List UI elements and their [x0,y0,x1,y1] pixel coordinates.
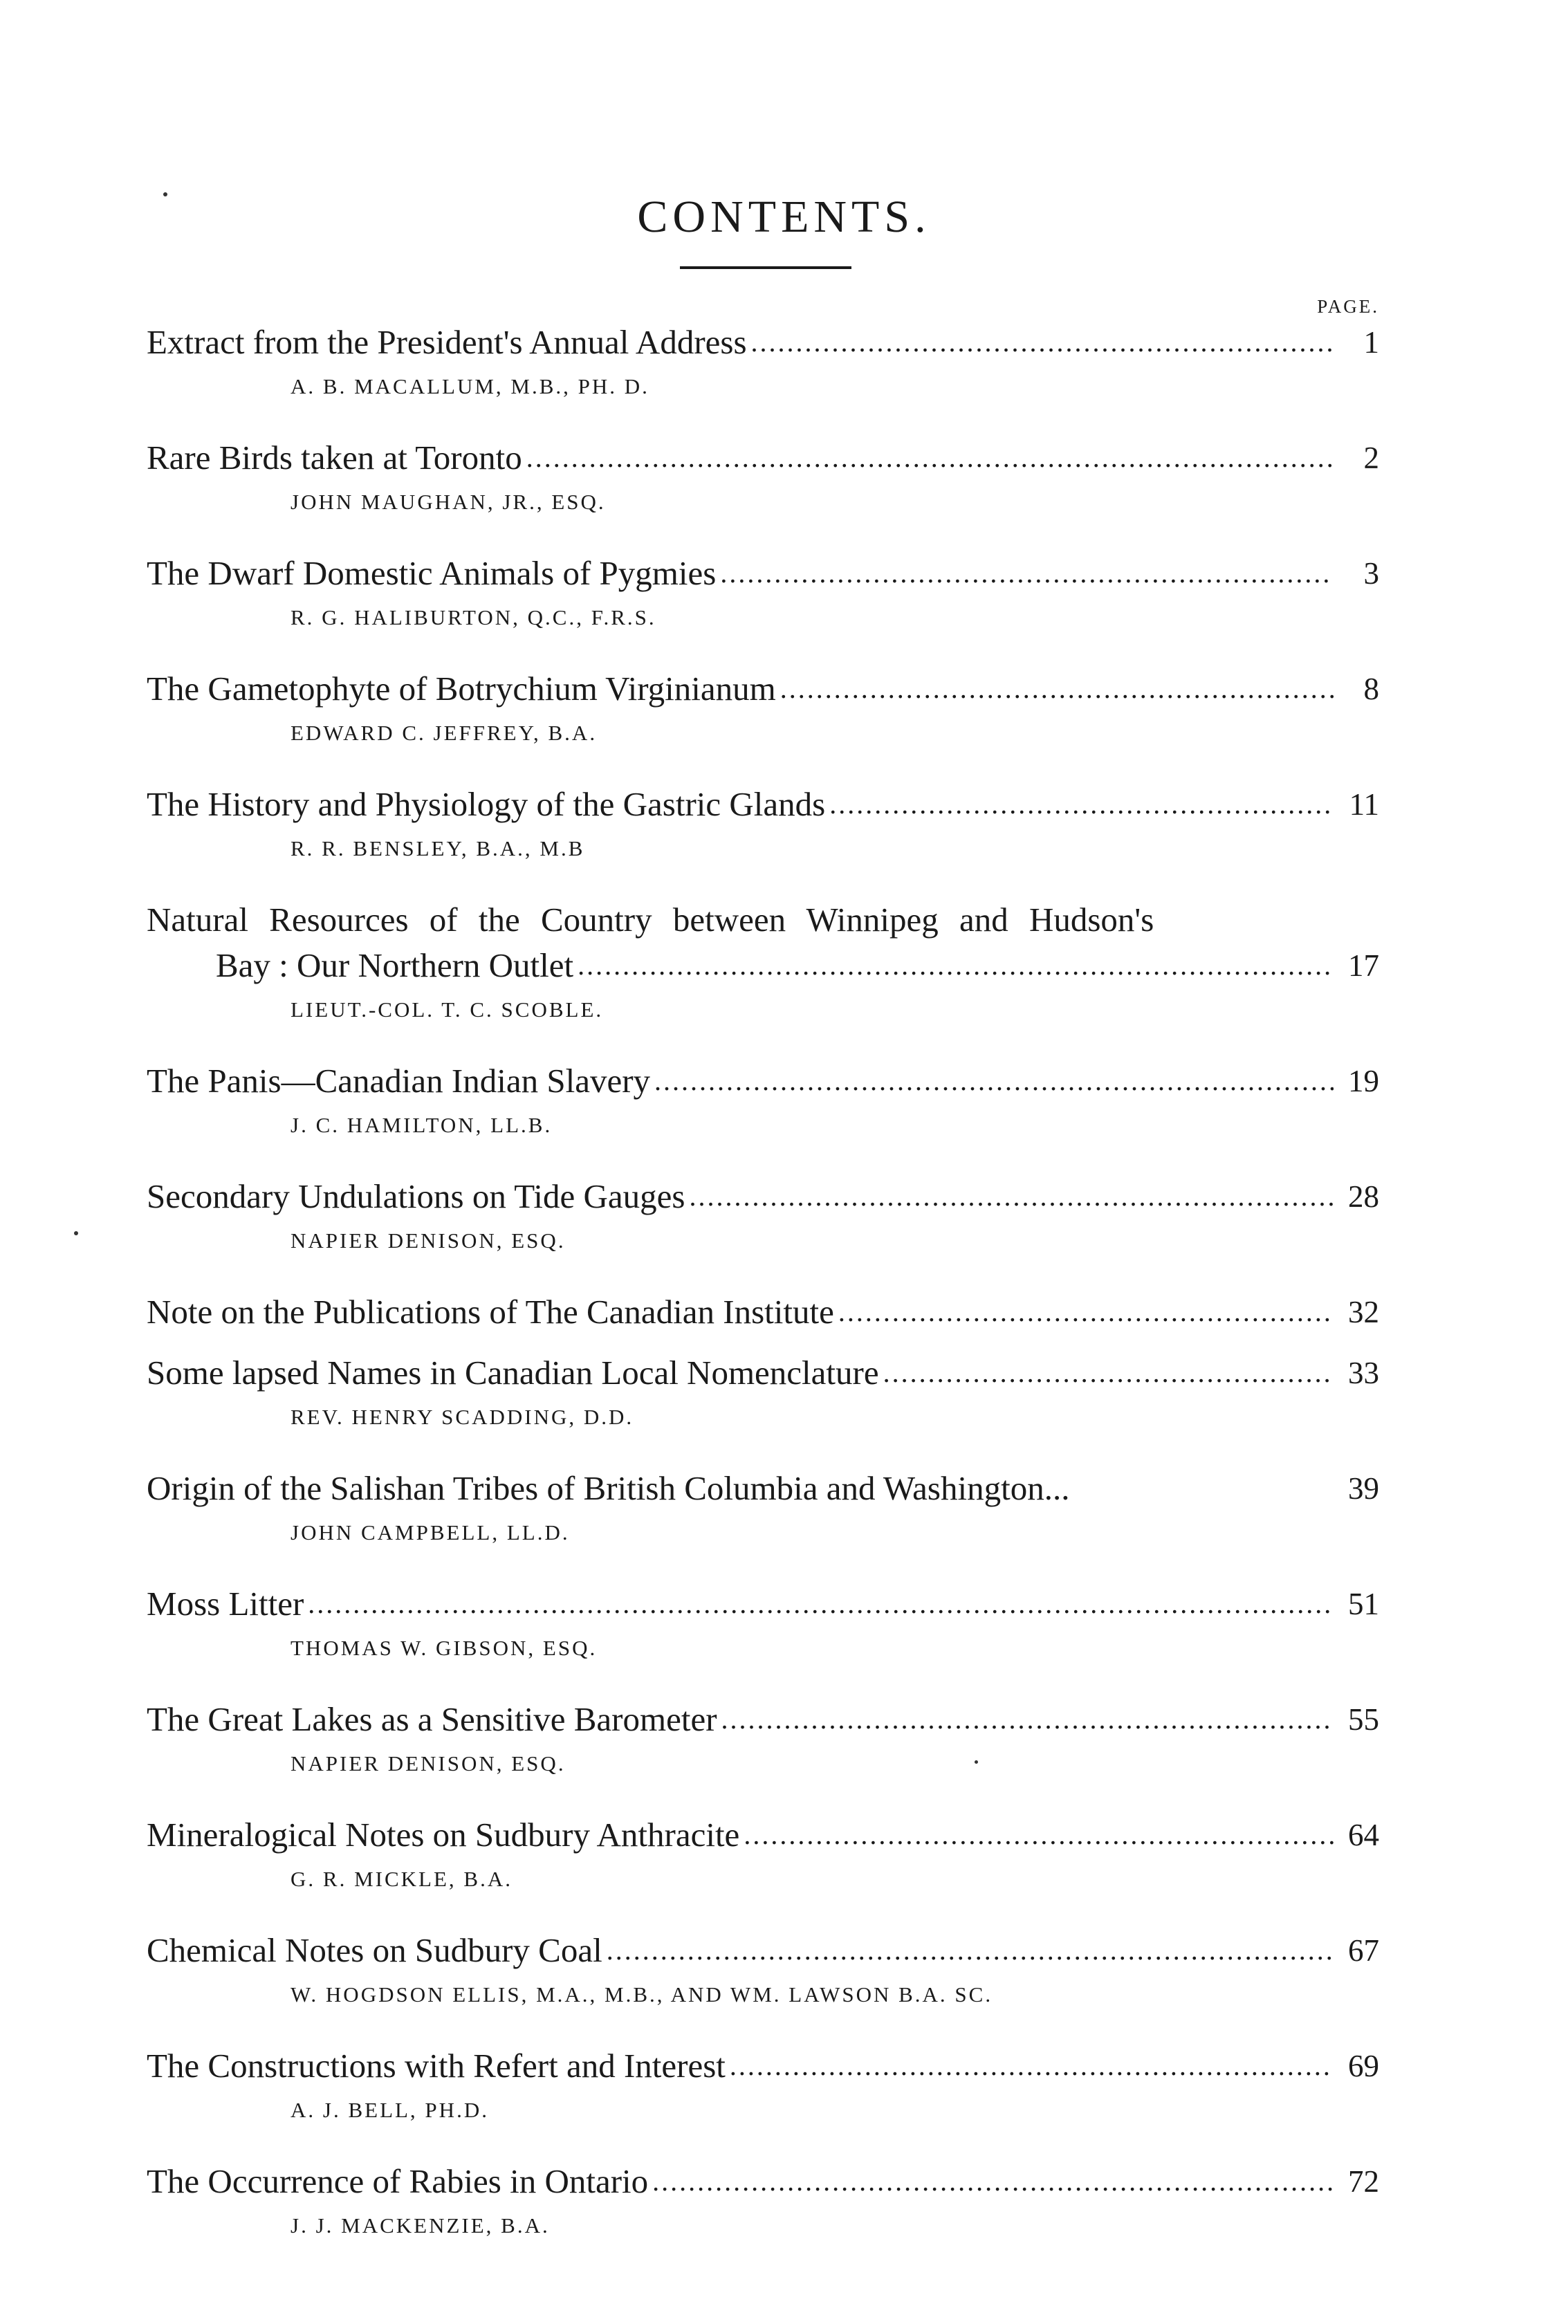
toc-entry [147,1174,1379,1257]
entry-author: G. R. MICKLE, B.A. [290,1867,513,1891]
entry-title: The History and Physiology of the Gastric Glands [147,785,826,823]
toc-entry [147,1466,1379,1549]
entry-title: Note on the Publications of The Canadian Institute [147,1293,834,1331]
dot-leader [780,666,1334,712]
entry-page: 28 [1348,1179,1379,1214]
dot-leader [751,320,1334,365]
entry-title: The Panis—Canadian Indian Slavery [147,1062,651,1100]
entry-page: 69 [1348,2049,1379,2083]
entry-page: 19 [1348,1064,1379,1098]
dot-leader [720,551,1334,596]
toc-entry [147,1812,1379,1895]
entry-author: JOHN MAUGHAN, JR., ESQ. [290,490,606,514]
print-speck [975,1760,978,1764]
entry-author: THOMAS W. GIBSON, ESQ. [290,1636,598,1660]
entry-author: J. C. HAMILTON, LL.B. [290,1113,553,1137]
dot-leader [838,1289,1334,1335]
toc-entry [147,1350,1379,1433]
entry-author: W. HOGDSON ELLIS, M.A., M.B., AND WM. LAWSON B.A. SC. [290,1982,993,2007]
entry-title: Origin of the Salishan Tribes of British Columbia and Washington... [147,1469,1070,1507]
dot-leader [829,782,1334,827]
entry-author: NAPIER DENISON, ESQ. [290,1751,566,1776]
title-rule [680,266,851,269]
toc-entry [147,1581,1379,1664]
entry-page: 67 [1348,1933,1379,1968]
toc-list [147,320,1379,2274]
toc-entry [147,897,1379,1026]
entry-page: 1 [1363,325,1379,360]
entry-author: REV. HENRY SCADDING, D.D. [290,1405,634,1429]
entry-title: The Constructions with Refert and Interest [147,2047,726,2085]
entry-page: 39 [1348,1471,1379,1506]
entry-page: 8 [1363,672,1379,706]
entry-title: Moss Litter [147,1585,304,1623]
entry-author: JOHN CAMPBELL, LL.D. [290,1520,570,1544]
entry-title-line1: Natural Resources of the Country between Winnipeg and Hudson's [147,901,1154,939]
dot-leader [744,1812,1334,1858]
entry-title: Some lapsed Names in Canadian Local Nomenclature [147,1354,879,1392]
page-title: CONTENTS. [637,192,931,243]
entry-author: NAPIER DENISON, ESQ. [290,1228,566,1253]
toc-entry [147,1058,1379,1141]
dot-leader [607,1928,1334,1973]
toc-entry [147,666,1379,749]
print-speck [74,1231,78,1235]
entry-page: 11 [1349,787,1379,822]
entry-page: 72 [1348,2164,1379,2199]
entry-page: 33 [1348,1356,1379,1390]
dot-leader [730,2043,1334,2089]
entry-page: 2 [1363,441,1379,475]
entry-title: Mineralogical Notes on Sudbury Anthracite [147,1816,740,1854]
entry-author: A. B. MACALLUM, M.B., PH. D. [290,374,649,398]
entry-author: EDWARD C. JEFFREY, B.A. [290,721,598,745]
entry-title: Rare Birds taken at Toronto [147,439,522,477]
toc-entry [147,320,1379,403]
entry-author: R. G. HALIBURTON, Q.C., F.R.S. [290,605,656,629]
print-speck [163,192,167,196]
entry-author: A. J. BELL, PH.D. [290,2098,489,2122]
dot-leader [652,2159,1334,2204]
entry-author: R. R. BENSLEY, B.A., M.B [290,836,585,860]
entry-author: LIEUT.-COL. T. C. SCOBLE. [290,997,604,1022]
toc-entry [147,782,1379,865]
entry-title: Extract from the President's Annual Address [147,323,747,361]
entry-title: The Occurrence of Rabies in Ontario [147,2162,649,2200]
dot-leader [883,1350,1334,1396]
entry-page: 51 [1348,1587,1379,1621]
entry-page: 17 [1348,948,1379,983]
dot-leader [578,943,1334,988]
entry-page: 64 [1348,1818,1379,1852]
entry-title: The Great Lakes as a Sensitive Barometer [147,1700,717,1738]
page-column-label: PAGE. [1317,296,1379,317]
entry-title: Secondary Undulations on Tide Gauges [147,1177,685,1215]
toc-entry [147,2159,1379,2242]
dot-leader [654,1058,1334,1104]
entry-author: J. J. MACKENZIE, B.A. [290,2213,550,2238]
dot-leader [721,1697,1334,1742]
toc-entry [147,2043,1379,2126]
toc-entry [147,435,1379,518]
toc-entry [147,1289,1379,1335]
dot-leader [308,1581,1334,1627]
toc-entry [147,551,1379,634]
entry-page: 3 [1363,556,1379,591]
toc-entry [147,1697,1379,1780]
entry-title-line2: Bay : Our Northern Outlet [216,946,574,984]
entry-title: Chemical Notes on Sudbury Coal [147,1931,602,1969]
entry-page: 32 [1348,1295,1379,1329]
entry-page: 55 [1348,1702,1379,1737]
toc-entry [147,1928,1379,2011]
dot-leader [526,435,1334,481]
entry-title: The Gametophyte of Botrychium Virginianum [147,670,776,708]
dot-leader [690,1174,1334,1219]
entry-title: The Dwarf Domestic Animals of Pygmies [147,554,717,592]
